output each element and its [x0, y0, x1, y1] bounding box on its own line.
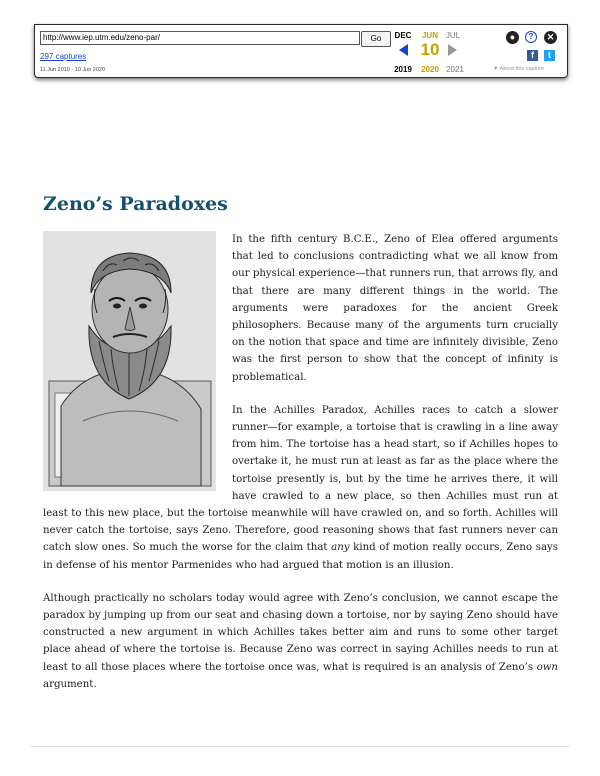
year-current: 2020: [421, 65, 439, 74]
wayback-toolbar: [34, 24, 568, 78]
captures-link[interactable]: 297 captures: [40, 52, 87, 61]
zeno-bust-image: [43, 231, 216, 491]
paragraph-1: In the fifth century B.C.E., Zeno of Elea offered arguments that led to conclusions contradicting what we all know from our physical experience—that runners run, that arrows fly, and that there are many different things in the world. The arguments were paradoxes for the ancient Greek philosophers. Because many of the arguments turn crucially on the notion that space and time are infinitely divisible, Zeno was the first person to show that the concept of infinity is problematical.: [232, 234, 558, 383]
twitter-icon[interactable]: t: [544, 50, 555, 61]
about-capture-link[interactable]: ▼ About this capture: [493, 66, 545, 72]
capture-date-range: 11 Jun 2010 - 10 Jun 2020: [40, 67, 106, 73]
footer-divider: [30, 746, 570, 747]
close-icon[interactable]: ✕: [544, 31, 557, 44]
next-capture-arrow-icon[interactable]: [448, 44, 457, 56]
month-next-link[interactable]: JUL: [445, 31, 461, 40]
month-current: JUN: [421, 31, 438, 40]
month-prev-link[interactable]: DEC: [394, 31, 412, 40]
capture-day: 10: [420, 40, 440, 59]
url-input[interactable]: http://www.iep.utm.edu/zeno-par/: [40, 31, 360, 45]
paragraph-2: In the Achilles Paradox, Achilles races to catch a slower runner—for example, a tortoise that is crawling in a line away from him. The tortoise has a head start, so if Achilles hopes to overtake it, he must run at least as far as the place where the tortoise presently is, but by the time he arrives there, it will have crawled to a new place, so then Achilles must run at least to this new place, but the tortoise meanwhile will have crawled on, and so forth. Achilles will never catch the tortoise, says Zeno. Therefore, good reasoning shows that fast runners never can catch slow ones. So much the worse for the claim that any kind of motion really occurs, Zeno says in defense of his mentor Parmenides who had argued that motion is an illusion.: [43, 404, 558, 571]
article-body: [43, 231, 558, 709]
help-icon[interactable]: ?: [525, 31, 537, 43]
user-icon[interactable]: ●: [506, 31, 519, 44]
facebook-icon[interactable]: f: [527, 50, 538, 61]
year-prev-link[interactable]: 2019: [394, 65, 412, 74]
go-button[interactable]: Go: [361, 31, 391, 47]
page-title: Zeno’s Paradoxes: [43, 193, 228, 215]
year-next-link[interactable]: 2021: [446, 65, 464, 74]
paragraph-3: Although practically no scholars today would agree with Zeno’s conclusion, we cannot escape the paradox by jumping up from our seat and chasing down a tortoise, nor by saying Zeno should have constructed a new argument in which Achilles takes better aim and runs to some other target place ahead of where the tortoise is. Because Zeno was correct in saying Achilles needs to run at least to all those places where the tortoise once was, what is required is an analysis of Zeno’s own argument.: [43, 592, 558, 690]
prev-capture-arrow-icon[interactable]: [399, 44, 408, 56]
